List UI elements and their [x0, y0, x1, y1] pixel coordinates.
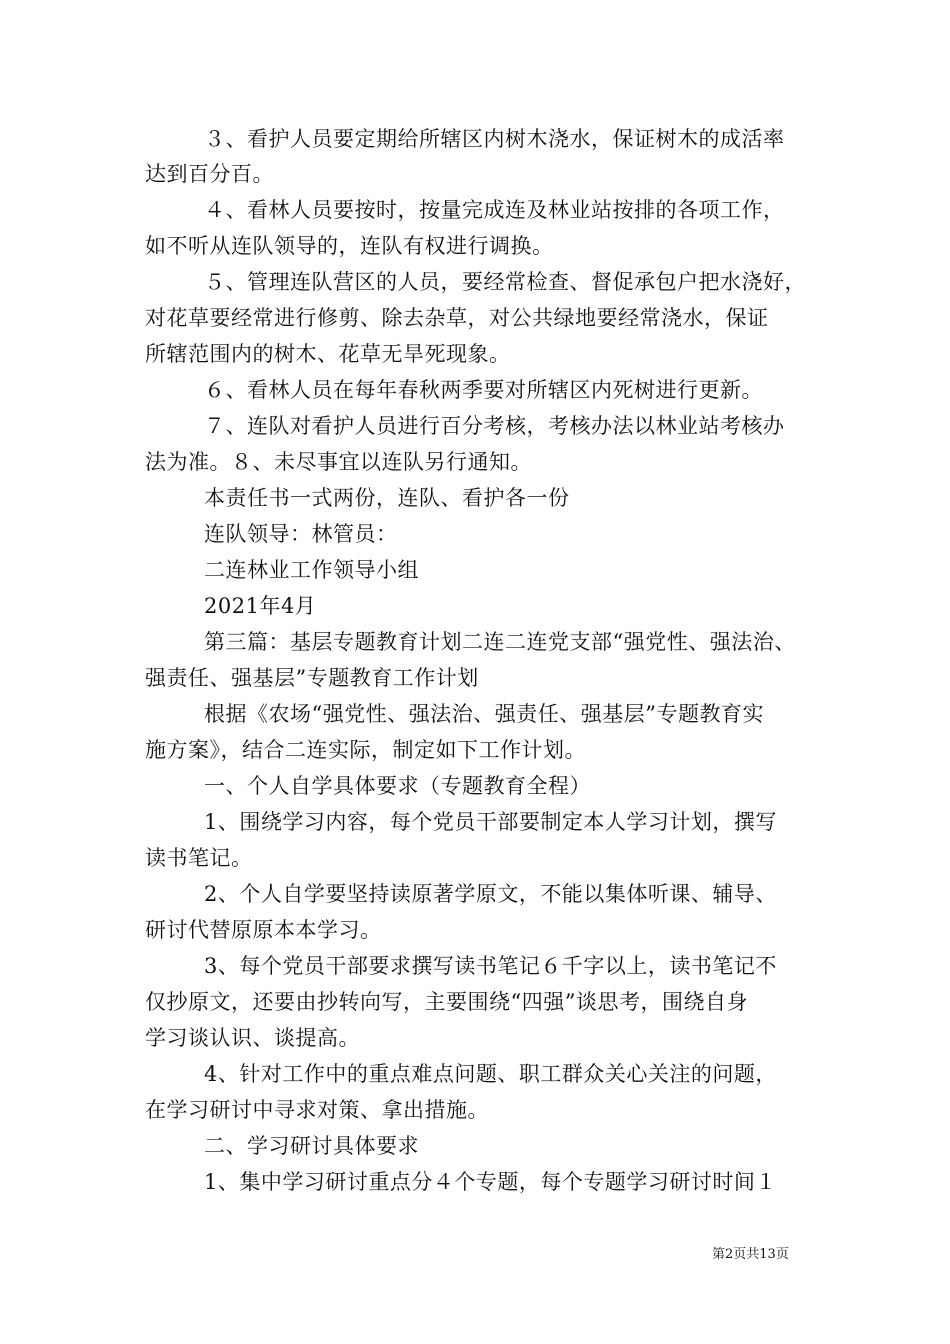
paragraph-line: 施方案》，结合二连实际，制定如下工作计划。 [145, 738, 586, 762]
paragraph-line: 读书笔记。 [145, 846, 253, 870]
paragraph-line: 1、围绕学习内容，每个党员干部要制定本人学习计划，撰写 [204, 810, 777, 834]
paragraph-line: 法为准。８、未尽事宜以连队另行通知。 [145, 450, 532, 474]
paragraph-line: 3、每个党员干部要求撰写读书笔记６千字以上，读书笔记不 [204, 954, 777, 978]
paragraph-line: 1、集中学习研讨重点分４个专题，每个专题学习研讨时间１ [204, 1170, 777, 1194]
paragraph-line: 学习谈认识、谈提高。 [145, 1026, 360, 1050]
paragraph-line: 2、个人自学要坚持读原著学原文，不能以集体听课、辅导、 [204, 882, 777, 906]
paragraph-line: 研讨代替原原本本学习。 [145, 918, 382, 942]
paragraph-line: ３、看护人员要定期给所辖区内树木浇水，保证树木的成活率 [204, 127, 785, 151]
section-title: 强责任、强基层”专题教育工作计划 [145, 666, 479, 690]
paragraph-line: 如不听从连队领导的，连队有权进行调换。 [145, 234, 554, 258]
paragraph-line: 对花草要经常进行修剪、除去杂草，对公共绿地要经常浇水，保证 [145, 306, 769, 330]
paragraph-line: ５、管理连队营区的人员，要经常检查、督促承包户把水浇好， [204, 270, 806, 294]
paragraph-line: 达到百分百。 [145, 162, 274, 186]
section-heading: 一、个人自学具体要求（专题教育全程） [204, 774, 591, 798]
signature-line: 连队领导：林管员： [204, 522, 398, 546]
paragraph-line: 在学习研讨中寻求对策、拿出措施。 [145, 1098, 489, 1122]
document-date: 2021年4月 [204, 594, 317, 618]
paragraph-line: 仅抄原文，还要由抄转向写，主要围绕“四强”谈思考，围绕自身 [145, 990, 748, 1014]
paragraph-line: 4、针对工作中的重点难点问题、职工群众关心关注的问题， [204, 1062, 777, 1086]
section-title: 第三篇：基层专题教育计划二连二连党支部“强党性、强法治、 [204, 630, 796, 654]
page-number: 第2页共13页 [712, 1247, 789, 1262]
paragraph-line: ４、看林人员要按时，按量完成连及林业站按排的各项工作， [204, 198, 785, 222]
section-heading: 二、学习研讨具体要求 [204, 1134, 419, 1158]
paragraph-line: ７、连队对看护人员进行百分考核，考核办法以林业站考核办 [204, 414, 785, 438]
paragraph-line: 根据《农场“强党性、强法治、强责任、强基层”专题教育实 [204, 702, 764, 726]
paragraph-line: ６、看林人员在每年春秋两季要对所辖区内死树进行更新。 [204, 378, 763, 402]
paragraph-line: 所辖范围内的树木、花草无旱死现象。 [145, 342, 511, 366]
paragraph-line: 本责任书一式两份，连队、看护各一份 [204, 486, 570, 510]
organization-name: 二连林业工作领导小组 [204, 558, 419, 582]
